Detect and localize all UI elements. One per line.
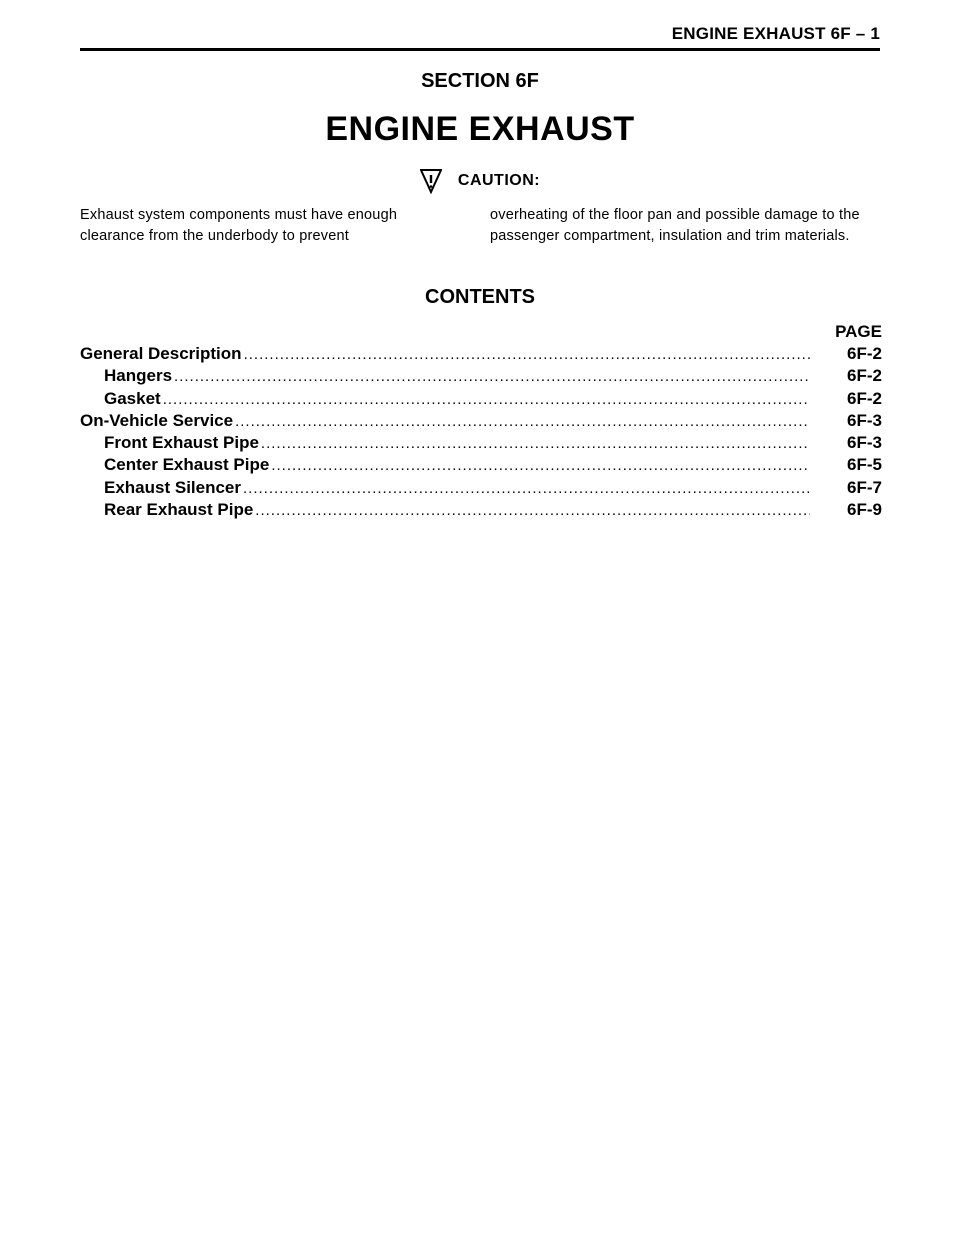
toc-entry-center-exhaust-pipe[interactable] — [80, 455, 882, 477]
toc-entry-title: On-Vehicle Service — [80, 410, 234, 430]
toc-entry-title: Gasket — [104, 388, 161, 408]
toc-entry-title: General Description — [80, 344, 242, 363]
header-rule — [80, 48, 880, 51]
caution-text-left: Exhaust system components must have enough clearance from the underbody to prevent — [80, 207, 398, 244]
toc-entry-gasket[interactable] — [80, 389, 882, 411]
toc-entry-on-vehicle-service[interactable] — [80, 411, 882, 433]
toc-entry-page: 6F-2 — [847, 388, 882, 408]
toc-entry-rear-exhaust-pipe[interactable] — [80, 500, 882, 522]
toc-entry-title: Front Exhaust Pipe — [104, 433, 259, 453]
toc-entry-title: Rear Exhaust Pipe — [104, 500, 254, 520]
caution-label: CAUTION: — [457, 172, 541, 189]
dot-leader — [255, 502, 810, 519]
contents-heading: CONTENTS — [425, 286, 535, 308]
caution-text-right: overheating of the floor pan and possible damage to the passenger compartment, insulation and trim materials. — [490, 207, 860, 244]
dot-leader — [271, 457, 810, 474]
toc-entry-page: 6F-2 — [847, 366, 882, 386]
warning-triangle-icon — [420, 168, 442, 194]
table-of-contents — [80, 344, 882, 522]
page-title: ENGINE EXHAUST — [325, 110, 635, 148]
dot-leader — [243, 480, 810, 497]
running-header: ENGINE EXHAUST 6F – 1 — [671, 24, 880, 43]
toc-entry-page: 6F-3 — [847, 433, 882, 453]
caution-heading — [0, 168, 960, 199]
toc-entry-page: 6F-5 — [847, 455, 882, 475]
toc-entry-hangers[interactable] — [80, 366, 882, 388]
dot-leader — [174, 368, 810, 385]
toc-entry-title: Exhaust Silencer — [104, 477, 242, 497]
toc-entry-exhaust-silencer[interactable] — [80, 478, 882, 500]
page-column-label: PAGE — [835, 322, 882, 341]
toc-entry-title: Center Exhaust Pipe — [104, 455, 270, 475]
dot-leader — [261, 435, 810, 452]
toc-entry-general-description[interactable] — [80, 344, 882, 366]
toc-entry-page: 6F-9 — [847, 500, 882, 520]
toc-entry-page: 6F-3 — [847, 410, 882, 430]
dot-leader — [163, 391, 810, 408]
dot-leader — [244, 346, 810, 363]
toc-entry-front-exhaust-pipe[interactable] — [80, 433, 882, 455]
dot-leader — [235, 413, 810, 430]
section-label: SECTION 6F — [421, 70, 539, 92]
toc-entry-page: 6F-7 — [847, 477, 882, 497]
toc-entry-page: 6F-2 — [847, 344, 882, 363]
toc-entry-title: Hangers — [104, 366, 173, 386]
